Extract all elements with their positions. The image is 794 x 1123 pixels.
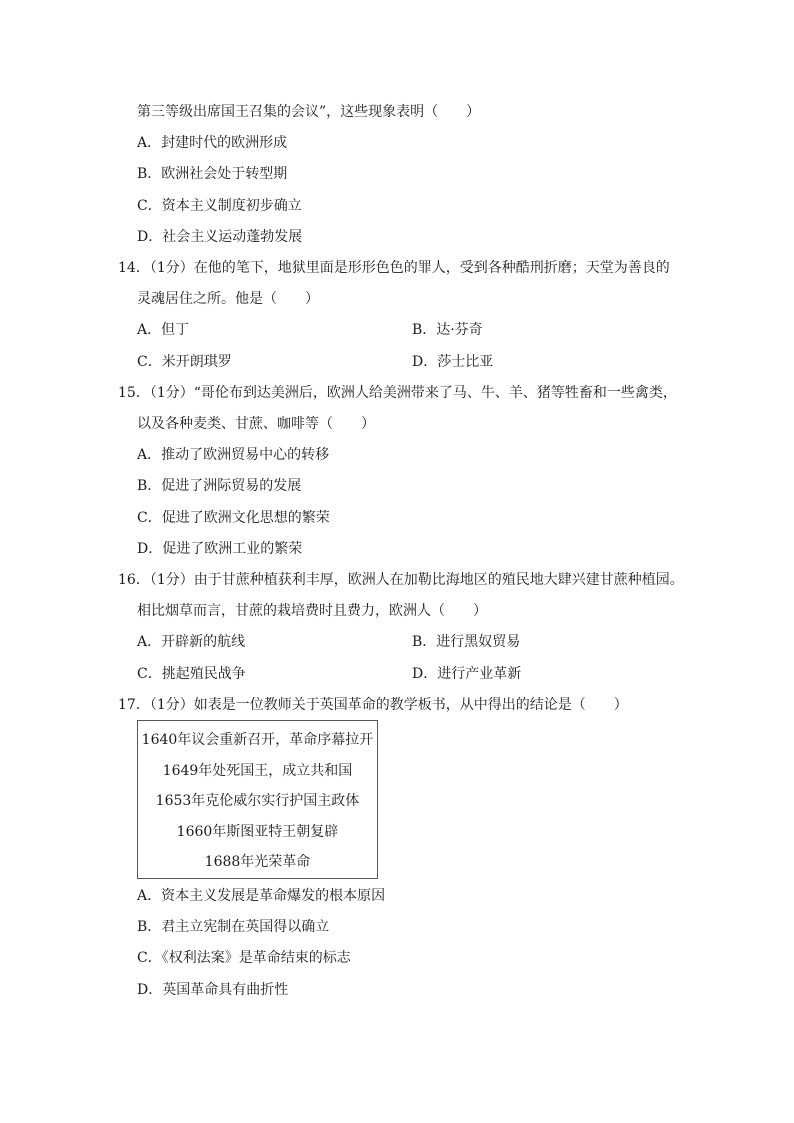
- q15-option-a[interactable]: A．推动了欧洲贸易中心的转移: [137, 447, 330, 463]
- q14-stem-line1: 14．（1分）在他的笔下，地狱里面是形形色色的罪人，受到各种酷刑折磨；天堂为善良的: [118, 260, 670, 276]
- q15-option-d[interactable]: D．促进了欧洲工业的繁荣: [137, 541, 303, 557]
- q14-option-c[interactable]: C．米开朗琪罗: [137, 354, 232, 370]
- q13-stem: 第三等级出席国王召集的会议”，这些现象表明（ ）: [137, 104, 481, 120]
- q16-option-c[interactable]: C．挑起殖民战争: [137, 666, 246, 682]
- q17-board-row: 1653年克伦威尔实行护国主政体: [155, 793, 360, 809]
- q16-option-d[interactable]: D．进行产业革新: [412, 666, 522, 682]
- q17-option-d[interactable]: D．英国革命具有曲折性: [137, 982, 289, 998]
- q17-stem: 17．（1分）如表是一位教师关于英国革命的教学板书，从中得出的结论是（ ）: [118, 697, 628, 713]
- q17-board-row: 1640年议会重新召开，革命序幕拉开: [141, 732, 374, 748]
- q16-option-a[interactable]: A．开辟新的航线: [137, 634, 246, 650]
- q16-option-b[interactable]: B．进行黑奴贸易: [412, 634, 521, 650]
- q17-option-b[interactable]: B．君主立宪制在英国得以确立: [137, 919, 330, 935]
- q15-stem-line2: 以及各种麦类、甘蔗、咖啡等（ ）: [137, 416, 375, 432]
- q15-option-b[interactable]: B．促进了洲际贸易的发展: [137, 478, 302, 494]
- q17-board-row: 1660年斯图亚特王朝复辟: [176, 824, 339, 840]
- q16-stem-line2: 相比烟草而言，甘蔗的栽培费时且费力，欧洲人（ ）: [137, 603, 487, 619]
- q17-board-row: 1649年处死国王，成立共和国: [162, 763, 353, 779]
- q17-board-table: [137, 720, 378, 879]
- q14-option-b[interactable]: B．达·芬奇: [412, 322, 483, 338]
- q13-option-b[interactable]: B．欧洲社会处于转型期: [137, 166, 288, 182]
- q15-option-c[interactable]: C．促进了欧洲文化思想的繁荣: [137, 510, 330, 526]
- q13-option-a[interactable]: A．封建时代的欧洲形成: [137, 135, 288, 151]
- q16-stem-line1: 16．（1分）由于甘蔗种植获利丰厚，欧洲人在加勒比海地区的殖民地大肆兴建甘蔗种植园。: [118, 572, 684, 588]
- q17-option-c[interactable]: C．《权利法案》是革命结束的标志: [137, 950, 351, 966]
- q14-option-a[interactable]: A．但丁: [137, 322, 190, 338]
- q13-option-d[interactable]: D．社会主义运动蓬勃发展: [137, 229, 303, 245]
- q15-stem-line1: 15．（1分）“哥伦布到达美洲后，欧洲人给美洲带来了马、牛、羊、猪等牲畜和一些禽类，: [118, 385, 677, 401]
- q13-option-c[interactable]: C．资本主义制度初步确立: [137, 198, 302, 214]
- q14-option-d[interactable]: D．莎士比亚: [412, 354, 494, 370]
- q14-stem-line2: 灵魂居住之所。他是（ ）: [137, 291, 319, 307]
- q17-option-a[interactable]: A．资本主义发展是革命爆发的根本原因: [137, 888, 386, 904]
- q17-board-row: 1688年光荣革命: [204, 854, 311, 870]
